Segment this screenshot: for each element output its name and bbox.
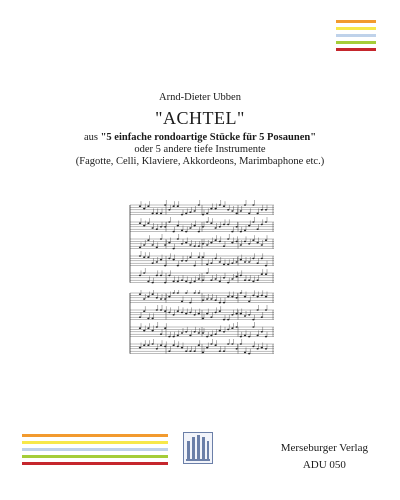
- note-head: [181, 279, 183, 281]
- note-head: [147, 239, 149, 241]
- note-head: [215, 344, 217, 346]
- stripe-red: [22, 462, 168, 465]
- note-head: [185, 260, 187, 262]
- note-head: [210, 208, 212, 210]
- note-head: [139, 247, 141, 249]
- note-head: [252, 326, 254, 328]
- note-head: [244, 279, 246, 281]
- note-head: [244, 352, 246, 354]
- note-head: [244, 261, 246, 263]
- note-head: [236, 348, 238, 350]
- note-head: [223, 205, 225, 207]
- note-head: [202, 214, 204, 216]
- composer-name: Arnd-Dieter Ubben: [159, 92, 241, 103]
- note-head: [236, 261, 238, 263]
- note-head: [147, 256, 149, 258]
- note-head: [181, 214, 183, 216]
- note-head: [265, 239, 267, 241]
- note-head: [215, 333, 217, 335]
- note-head: [143, 298, 145, 300]
- note-head: [236, 297, 238, 299]
- note-head: [248, 243, 250, 245]
- note-head: [194, 225, 196, 227]
- note-head: [160, 333, 162, 335]
- note-head: [227, 319, 229, 321]
- note-head: [219, 204, 221, 206]
- note-head: [168, 275, 170, 277]
- note-head: [177, 335, 179, 337]
- note-head: [257, 348, 259, 350]
- note-head: [227, 238, 229, 240]
- note-head: [210, 335, 212, 337]
- note-head: [189, 256, 191, 258]
- note-head: [152, 262, 154, 264]
- note-head: [194, 292, 196, 294]
- note-head: [227, 282, 229, 284]
- note-head: [139, 205, 141, 207]
- note-head: [223, 224, 225, 226]
- note-head: [152, 282, 154, 284]
- note-head: [236, 313, 238, 315]
- note-head: [206, 298, 208, 300]
- note-head: [257, 213, 259, 215]
- note-head: [173, 259, 175, 261]
- note-head: [210, 298, 212, 300]
- note-head: [160, 275, 162, 277]
- note-head: [194, 314, 196, 316]
- note-head: [227, 264, 229, 266]
- piece-title: "ACHTEL": [155, 108, 245, 129]
- note-head: [139, 255, 141, 257]
- note-head: [177, 205, 179, 207]
- note-head: [210, 242, 212, 244]
- note-head: [156, 275, 158, 277]
- note-head: [160, 298, 162, 300]
- note-head: [248, 353, 250, 355]
- note-head: [143, 225, 145, 227]
- note-head: [160, 238, 162, 240]
- note-head: [156, 326, 158, 328]
- note-head: [156, 297, 158, 299]
- note-head: [248, 314, 250, 316]
- note-head: [194, 350, 196, 352]
- note-head: [257, 309, 259, 311]
- note-head: [173, 281, 175, 283]
- note-head: [189, 211, 191, 213]
- note-head: [265, 265, 267, 267]
- note-head: [215, 312, 217, 314]
- note-head: [210, 316, 212, 318]
- note-head: [173, 205, 175, 207]
- note-head: [227, 296, 229, 298]
- stripe-orange: [22, 434, 168, 437]
- note-head: [206, 272, 208, 274]
- note-head: [189, 350, 191, 352]
- note-head: [219, 310, 221, 312]
- note-head: [202, 332, 204, 334]
- note-head: [236, 226, 238, 228]
- color-stripes-top: [336, 20, 376, 55]
- note-head: [185, 292, 187, 294]
- note-head: [168, 350, 170, 352]
- note-head: [173, 344, 175, 346]
- note-head: [231, 210, 233, 212]
- note-head: [160, 344, 162, 346]
- note-head: [248, 301, 250, 303]
- note-head: [168, 312, 170, 314]
- note-head: [143, 344, 145, 346]
- note-head: [248, 225, 250, 227]
- note-head: [252, 204, 254, 206]
- note-head: [265, 209, 267, 211]
- note-head: [147, 222, 149, 224]
- note-head: [189, 282, 191, 284]
- note-head: [189, 244, 191, 246]
- note-head: [143, 208, 145, 210]
- note-head: [240, 244, 242, 246]
- note-head: [198, 231, 200, 233]
- note-head: [168, 209, 170, 211]
- note-head: [231, 231, 233, 233]
- note-head: [156, 247, 158, 249]
- note-head: [198, 292, 200, 294]
- note-head: [265, 273, 267, 275]
- note-head: [139, 316, 141, 318]
- note-head: [139, 275, 141, 277]
- note-head: [139, 327, 141, 329]
- note-head: [147, 281, 149, 283]
- note-head: [215, 239, 217, 241]
- note-head: [223, 277, 225, 279]
- score-excerpt-2: [128, 290, 276, 370]
- note-head: [181, 243, 183, 245]
- note-head: [185, 331, 187, 333]
- note-head: [210, 222, 212, 224]
- note-head: [236, 213, 238, 215]
- aus-prefix: aus: [83, 131, 101, 143]
- note-head: [143, 272, 145, 274]
- note-head: [168, 221, 170, 223]
- collection-title: "5 einfache rondoartige Stücke für 5 Posaunen": [100, 131, 317, 143]
- note-head: [189, 227, 191, 229]
- note-head: [152, 343, 154, 345]
- note-head: [244, 241, 246, 243]
- note-head: [160, 309, 162, 311]
- note-head: [231, 343, 233, 345]
- note-head: [177, 225, 179, 227]
- note-head: [248, 336, 250, 338]
- note-head: [168, 296, 170, 298]
- note-head: [248, 261, 250, 263]
- note-head: [202, 352, 204, 354]
- note-head: [244, 296, 246, 298]
- note-head: [202, 299, 204, 301]
- note-head: [215, 227, 217, 229]
- note-head: [236, 276, 238, 278]
- stripe-light-blue: [336, 34, 376, 37]
- note-head: [173, 314, 175, 316]
- note-head: [252, 295, 254, 297]
- note-head: [257, 262, 259, 264]
- note-head: [206, 347, 208, 349]
- note-head: [223, 245, 225, 247]
- note-head: [152, 213, 154, 215]
- note-head: [198, 245, 200, 247]
- note-head: [143, 310, 145, 312]
- note-head: [219, 350, 221, 352]
- note-head: [181, 301, 183, 303]
- note-head: [261, 258, 263, 260]
- publisher-block: [281, 440, 368, 473]
- note-head: [147, 318, 149, 320]
- note-head: [198, 332, 200, 334]
- note-head: [189, 312, 191, 314]
- note-head: [223, 350, 225, 352]
- note-head: [206, 244, 208, 246]
- note-head: [194, 281, 196, 283]
- note-head: [143, 244, 145, 246]
- stripe-yellow: [336, 27, 376, 30]
- note-head: [244, 204, 246, 206]
- publisher-name: Merseburger Verlag: [280, 442, 368, 454]
- note-head: [198, 256, 200, 258]
- stripe-red: [336, 48, 376, 51]
- note-head: [147, 205, 149, 207]
- note-head: [198, 278, 200, 280]
- note-head: [185, 313, 187, 315]
- note-head: [252, 346, 254, 348]
- note-head: [210, 343, 212, 345]
- note-head: [210, 279, 212, 281]
- note-head: [202, 256, 204, 258]
- note-head: [177, 238, 179, 240]
- instrument-list-line: (Fagotte, Celli, Klaviere, Akkordeons, Marimbaphone etc.): [75, 155, 325, 167]
- note-head: [206, 213, 208, 215]
- note-head: [185, 281, 187, 283]
- note-head: [261, 347, 263, 349]
- note-head: [202, 279, 204, 281]
- note-head: [265, 309, 267, 311]
- note-head: [257, 242, 259, 244]
- note-head: [240, 336, 242, 338]
- note-head: [198, 313, 200, 315]
- note-head: [189, 302, 191, 304]
- note-head: [160, 213, 162, 215]
- note-head: [219, 241, 221, 243]
- note-head: [265, 221, 267, 223]
- note-head: [261, 295, 263, 297]
- note-head: [181, 260, 183, 262]
- note-head: [185, 242, 187, 244]
- note-head: [177, 292, 179, 294]
- note-head: [257, 296, 259, 298]
- note-head: [265, 296, 267, 298]
- note-head: [168, 336, 170, 338]
- note-head: [147, 296, 149, 298]
- note-head: [252, 221, 254, 223]
- note-head: [231, 262, 233, 264]
- note-head: [194, 210, 196, 212]
- note-head: [261, 316, 263, 318]
- note-head: [257, 279, 259, 281]
- note-head: [227, 343, 229, 345]
- note-head: [261, 209, 263, 211]
- note-head: [219, 261, 221, 263]
- alternative-instruments-line: oder 5 andere tiefe Instrumente: [134, 143, 266, 155]
- stripe-orange: [336, 20, 376, 23]
- note-head: [231, 314, 233, 316]
- note-head: [173, 248, 175, 250]
- note-head: [265, 348, 267, 350]
- note-head: [173, 231, 175, 233]
- note-head: [240, 210, 242, 212]
- note-head: [240, 259, 242, 261]
- note-head: [156, 213, 158, 215]
- note-head: [248, 279, 250, 281]
- note-head: [244, 230, 246, 232]
- note-head: [227, 329, 229, 331]
- note-head: [156, 261, 158, 263]
- note-head: [198, 204, 200, 206]
- note-head: [240, 275, 242, 277]
- note-head: [257, 228, 259, 230]
- note-head: [181, 230, 183, 232]
- note-head: [206, 336, 208, 338]
- note-head: [215, 208, 217, 210]
- note-head: [252, 281, 254, 283]
- note-head: [139, 293, 141, 295]
- note-head: [240, 343, 242, 345]
- note-head: [194, 265, 196, 267]
- note-head: [185, 213, 187, 215]
- note-head: [194, 331, 196, 333]
- note-head: [231, 242, 233, 244]
- note-head: [156, 348, 158, 350]
- note-head: [206, 313, 208, 315]
- note-head: [252, 258, 254, 260]
- note-head: [223, 264, 225, 266]
- note-head: [177, 265, 179, 267]
- note-head: [252, 239, 254, 241]
- note-head: [152, 293, 154, 295]
- score-excerpt-1: [128, 195, 276, 290]
- note-head: [147, 344, 149, 346]
- note-head: [194, 245, 196, 247]
- note-head: [215, 278, 217, 280]
- note-head: [257, 335, 259, 337]
- note-head: [244, 315, 246, 317]
- note-head: [185, 231, 187, 233]
- note-head: [156, 228, 158, 230]
- note-head: [202, 226, 204, 228]
- note-head: [152, 244, 154, 246]
- note-head: [185, 350, 187, 352]
- note-head: [261, 273, 263, 275]
- note-head: [202, 243, 204, 245]
- note-head: [261, 244, 263, 246]
- note-head: [168, 242, 170, 244]
- note-head: [143, 330, 145, 332]
- note-head: [219, 281, 221, 283]
- note-head: [177, 310, 179, 312]
- note-head: [265, 336, 267, 338]
- staff-system-1: [128, 195, 276, 290]
- note-head: [202, 318, 204, 320]
- note-head: [223, 319, 225, 321]
- note-head: [261, 224, 263, 226]
- note-head: [252, 319, 254, 321]
- note-head: [152, 227, 154, 229]
- note-head: [173, 292, 175, 294]
- note-head: [236, 326, 238, 328]
- note-head: [181, 312, 183, 314]
- note-head: [147, 327, 149, 329]
- color-stripes-bottom: [22, 434, 168, 469]
- note-head: [215, 299, 217, 301]
- note-head: [219, 226, 221, 228]
- note-head: [240, 231, 242, 233]
- note-head: [223, 331, 225, 333]
- collection-line: [0, 132, 400, 144]
- note-head: [177, 281, 179, 283]
- note-head: [160, 226, 162, 228]
- note-head: [181, 332, 183, 334]
- note-head: [139, 222, 141, 224]
- note-head: [219, 302, 221, 304]
- organ-pipes-logo-icon: [183, 432, 213, 464]
- note-head: [227, 209, 229, 211]
- note-head: [248, 213, 250, 215]
- note-head: [223, 302, 225, 304]
- note-head: [189, 335, 191, 337]
- note-head: [160, 259, 162, 261]
- title-block: [0, 92, 400, 168]
- note-head: [168, 258, 170, 260]
- note-head: [152, 330, 154, 332]
- note-head: [236, 241, 238, 243]
- note-head: [231, 327, 233, 329]
- note-head: [219, 330, 221, 332]
- note-head: [244, 335, 246, 337]
- note-head: [231, 278, 233, 280]
- note-head: [143, 256, 145, 258]
- note-head: [152, 318, 154, 320]
- note-head: [206, 264, 208, 266]
- note-head: [215, 258, 217, 260]
- note-head: [261, 331, 263, 333]
- note-head: [231, 296, 233, 298]
- stripe-light-blue: [22, 448, 168, 451]
- note-head: [173, 336, 175, 338]
- stripe-green: [336, 41, 376, 44]
- stripe-yellow: [22, 441, 168, 444]
- note-head: [156, 309, 158, 311]
- note-head: [240, 292, 242, 294]
- note-head: [177, 346, 179, 348]
- note-head: [240, 313, 242, 315]
- note-head: [206, 221, 208, 223]
- stripe-green: [22, 455, 168, 458]
- note-head: [198, 344, 200, 346]
- note-head: [227, 224, 229, 226]
- catalog-number: ADU 050: [302, 458, 346, 471]
- note-head: [139, 347, 141, 349]
- note-head: [181, 347, 183, 349]
- note-head: [210, 262, 212, 264]
- staff-system-2: [128, 290, 276, 370]
